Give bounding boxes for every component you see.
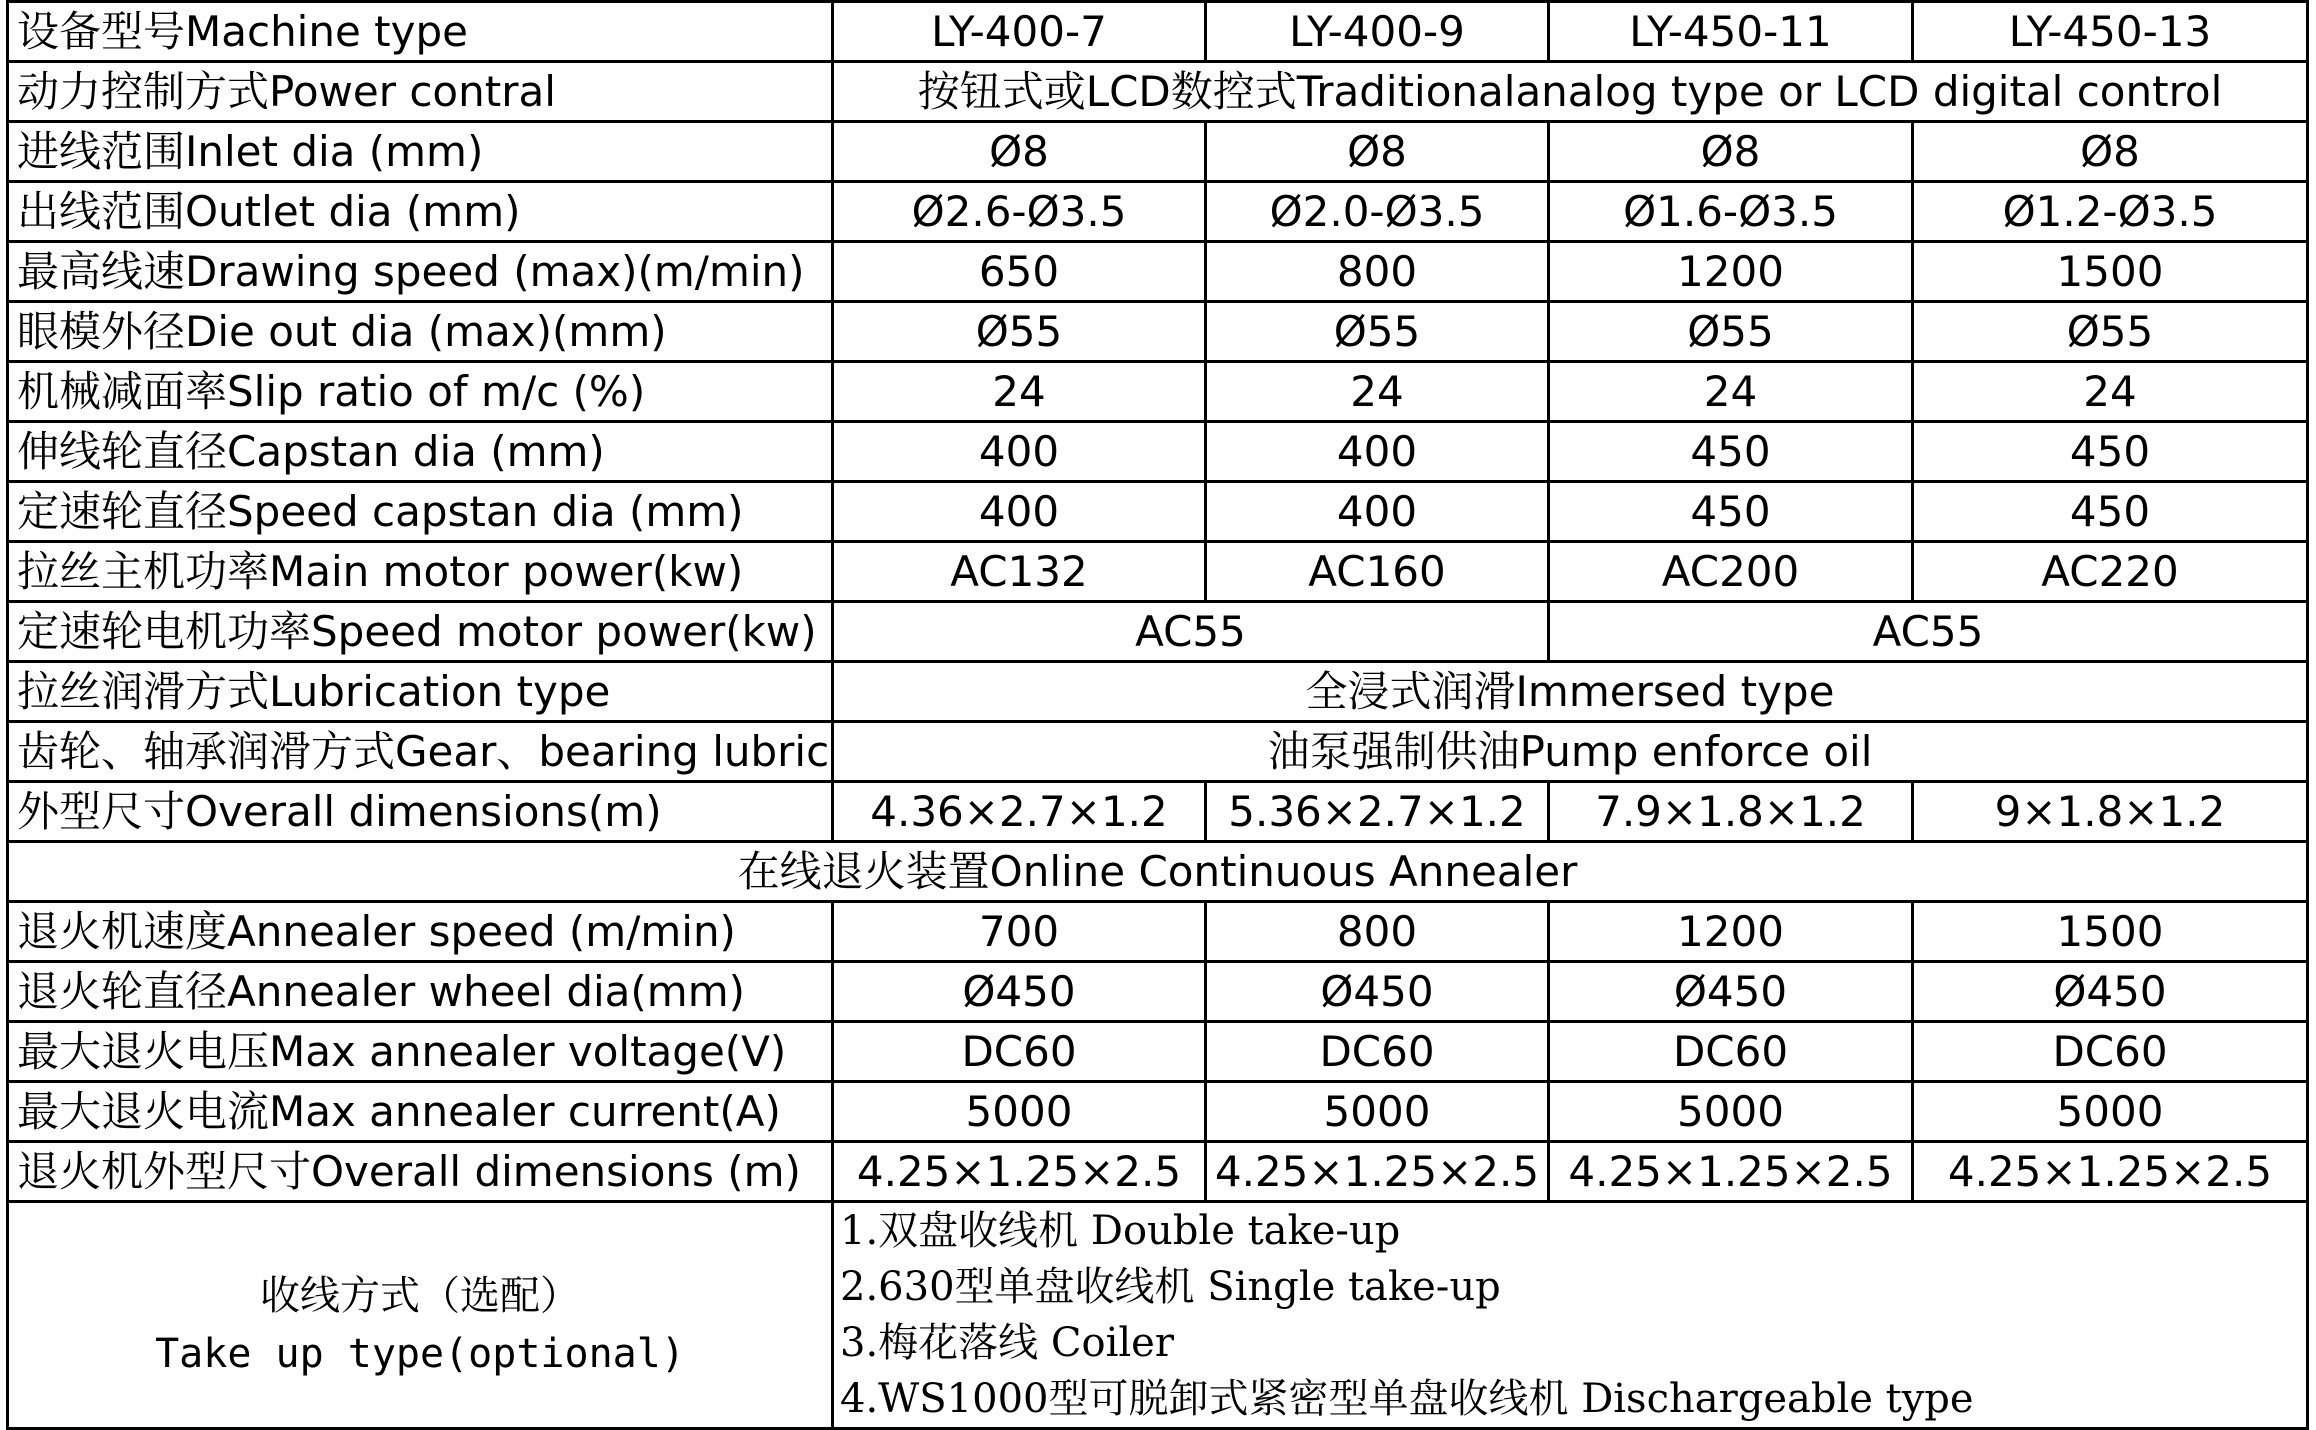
- value-cell: Ø2.6-Ø3.5: [833, 182, 1206, 242]
- value-cell: 4.25×1.25×2.5: [833, 1142, 1206, 1202]
- table-row: [8, 62, 2308, 122]
- value-cell: 1200: [1549, 242, 1913, 302]
- merged-value-cell: AC55: [833, 602, 1549, 662]
- value-cell: 24: [833, 362, 1206, 422]
- row-label: 定速轮直径Speed capstan dia (mm): [8, 482, 833, 542]
- row-label: 退火机速度Annealer speed (m/min): [8, 902, 833, 962]
- merged-value-cell: 全浸式润滑Immersed type: [833, 662, 2308, 722]
- row-label: 动力控制方式Power contral: [8, 62, 833, 122]
- merged-value-cell: 油泵强制供油Pump enforce oil: [833, 722, 2308, 782]
- value-cell: 800: [1206, 902, 1549, 962]
- row-label: 设备型号Machine type: [8, 2, 833, 62]
- value-cell: Ø8: [1549, 122, 1913, 182]
- value-cell: Ø2.0-Ø3.5: [1206, 182, 1549, 242]
- table-row: [8, 122, 2308, 182]
- model-cell: LY-400-9: [1206, 2, 1549, 62]
- value-cell: Ø8: [833, 122, 1206, 182]
- value-cell: 400: [1206, 482, 1549, 542]
- value-cell: 400: [1206, 422, 1549, 482]
- spec-sheet: [6, 0, 2306, 1424]
- value-cell: 5000: [1206, 1082, 1549, 1142]
- value-cell: 450: [1549, 422, 1913, 482]
- table-row: [8, 482, 2308, 542]
- value-cell: 5.36×2.7×1.2: [1206, 782, 1549, 842]
- value-cell: 5000: [833, 1082, 1206, 1142]
- value-cell: DC60: [1549, 1022, 1913, 1082]
- row-label: 眼模外径Die out dia (max)(mm): [8, 302, 833, 362]
- value-cell: AC200: [1549, 542, 1913, 602]
- value-cell: Ø450: [1913, 962, 2308, 1022]
- take-up-row: [8, 1202, 2308, 1429]
- value-cell: 24: [1206, 362, 1549, 422]
- row-label: 出线范围Outlet dia (mm): [8, 182, 833, 242]
- value-cell: 7.9×1.8×1.2: [1549, 782, 1913, 842]
- table-row: [8, 1022, 2308, 1082]
- merged-value-cell: AC55: [1549, 602, 2308, 662]
- value-cell: AC132: [833, 542, 1206, 602]
- row-label: 定速轮电机功率Speed motor power(kw): [8, 602, 833, 662]
- table-row: [8, 422, 2308, 482]
- row-label: 机械减面率Slip ratio of m/c (%): [8, 362, 833, 422]
- row-label: 拉丝润滑方式Lubrication type: [8, 662, 833, 722]
- value-cell: Ø450: [1549, 962, 1913, 1022]
- value-cell: 5000: [1913, 1082, 2308, 1142]
- value-cell: 1500: [1913, 242, 2308, 302]
- take-up-label-cn: 收线方式（选配）: [260, 1273, 580, 1319]
- value-cell: 4.25×1.25×2.5: [1913, 1142, 2308, 1202]
- value-cell: AC220: [1913, 542, 2308, 602]
- take-up-option: 1.双盘收线机 Double take-up: [840, 1208, 1401, 1254]
- value-cell: 5000: [1549, 1082, 1913, 1142]
- header-row: [8, 2, 2308, 62]
- model-cell: LY-400-7: [833, 2, 1206, 62]
- value-cell: 450: [1913, 422, 2308, 482]
- value-cell: Ø1.2-Ø3.5: [1913, 182, 2308, 242]
- table-row: [8, 782, 2308, 842]
- table-row: [8, 242, 2308, 302]
- take-up-options-cell: [833, 1202, 2308, 1429]
- table-row: [8, 902, 2308, 962]
- table-row: [8, 182, 2308, 242]
- value-cell: 450: [1913, 482, 2308, 542]
- row-label: 最高线速Drawing speed (max)(m/min): [8, 242, 833, 302]
- row-label: 齿轮、轴承润滑方式Gear、bearing lubric: [8, 722, 833, 782]
- value-cell: Ø55: [833, 302, 1206, 362]
- take-up-option: 4.WS1000型可脱卸式紧密型单盘收线机 Dischargeable type: [840, 1376, 1974, 1422]
- value-cell: Ø8: [1206, 122, 1549, 182]
- value-cell: DC60: [1206, 1022, 1549, 1082]
- row-label: 拉丝主机功率Main motor power(kw): [8, 542, 833, 602]
- row-label: 进线范围Inlet dia (mm): [8, 122, 833, 182]
- value-cell: Ø8: [1913, 122, 2308, 182]
- row-label: 退火机外型尺寸Overall dimensions (m): [8, 1142, 833, 1202]
- table-row: [8, 302, 2308, 362]
- take-up-label-en: Take up type(optional): [155, 1331, 685, 1377]
- merged-value-cell: 按钮式或LCD数控式Traditionalanalog type or LCD digital control: [833, 62, 2308, 122]
- table-row: [8, 962, 2308, 1022]
- take-up-label-cell: [8, 1202, 833, 1429]
- value-cell: Ø450: [1206, 962, 1549, 1022]
- value-cell: 4.25×1.25×2.5: [1549, 1142, 1913, 1202]
- table-row: [8, 722, 2308, 782]
- row-label: 退火轮直径Annealer wheel dia(mm): [8, 962, 833, 1022]
- value-cell: 4.36×2.7×1.2: [833, 782, 1206, 842]
- value-cell: 450: [1549, 482, 1913, 542]
- table-row: [8, 1142, 2308, 1202]
- value-cell: 400: [833, 482, 1206, 542]
- model-cell: LY-450-11: [1549, 2, 1913, 62]
- row-label: 最大退火电压Max annealer voltage(V): [8, 1022, 833, 1082]
- value-cell: 4.25×1.25×2.5: [1206, 1142, 1549, 1202]
- value-cell: 650: [833, 242, 1206, 302]
- section-title-row: [8, 842, 2308, 902]
- table-row: [8, 542, 2308, 602]
- spec-table: [6, 0, 2309, 1430]
- take-up-option: 3.梅花落线 Coiler: [840, 1320, 1174, 1366]
- value-cell: Ø55: [1206, 302, 1549, 362]
- take-up-options: [840, 1203, 2300, 1427]
- row-label: 最大退火电流Max annealer current(A): [8, 1082, 833, 1142]
- value-cell: 800: [1206, 242, 1549, 302]
- value-cell: 700: [833, 902, 1206, 962]
- table-row: [8, 362, 2308, 422]
- section-title: 在线退火装置Online Continuous Annealer: [8, 842, 2308, 902]
- table-row: [8, 662, 2308, 722]
- value-cell: Ø55: [1549, 302, 1913, 362]
- value-cell: 1500: [1913, 902, 2308, 962]
- model-cell: LY-450-13: [1913, 2, 2308, 62]
- value-cell: Ø55: [1913, 302, 2308, 362]
- value-cell: DC60: [1913, 1022, 2308, 1082]
- value-cell: DC60: [833, 1022, 1206, 1082]
- row-label: 外型尺寸Overall dimensions(m): [8, 782, 833, 842]
- value-cell: 9×1.8×1.2: [1913, 782, 2308, 842]
- value-cell: 400: [833, 422, 1206, 482]
- value-cell: Ø450: [833, 962, 1206, 1022]
- value-cell: Ø1.6-Ø3.5: [1549, 182, 1913, 242]
- table-row: [8, 1082, 2308, 1142]
- value-cell: 1200: [1549, 902, 1913, 962]
- table-row: [8, 602, 2308, 662]
- value-cell: AC160: [1206, 542, 1549, 602]
- take-up-option: 2.630型单盘收线机 Single take-up: [840, 1264, 1501, 1310]
- row-label: 伸线轮直径Capstan dia (mm): [8, 422, 833, 482]
- value-cell: 24: [1913, 362, 2308, 422]
- value-cell: 24: [1549, 362, 1913, 422]
